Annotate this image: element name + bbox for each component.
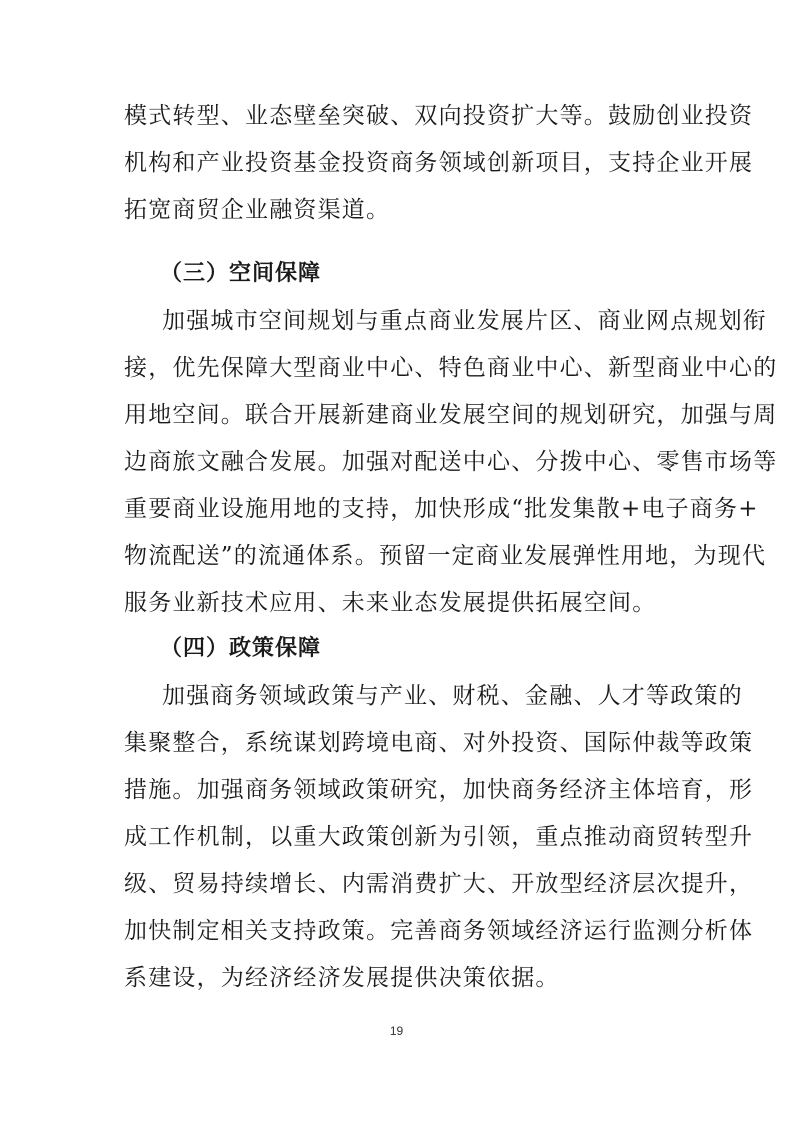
section-heading-policy: （四）政策保障: [160, 636, 322, 661]
paragraph-line: 级、贸易持续增长、内需消费扩大、开放型经济层次提升，: [124, 871, 754, 897]
paragraph-line: 服务业新技术应用、未来业态发展提供拓展空间。: [124, 590, 657, 616]
section-heading-space: （三）空间保障: [160, 261, 322, 286]
paragraph-line: 用地空间。联合开展新建商业发展空间的规划研究，加强与周: [124, 402, 778, 428]
paragraph-line: 边商旅文融合发展。加强对配送中心、分拨中心、零售市场等: [124, 449, 778, 475]
paragraph-line: 物流配送”的流通体系。预留一定商业发展弹性用地，为现代: [124, 543, 767, 569]
paragraph-line: 集聚整合，系统谋划跨境电商、对外投资、国际仲裁等政策: [124, 730, 754, 756]
paragraph-line: 重要商业设施用地的支持，加快形成“批发集散+电子商务+: [124, 496, 759, 522]
paragraph-line: 模式转型、业态壁垒突破、双向投资扩大等。鼓励创业投资: [124, 103, 754, 129]
paragraph-line: 措施。加强商务领域政策研究，加快商务经济主体培育，形: [124, 777, 754, 803]
page-number: 19: [389, 1024, 404, 1038]
paragraph-line: 接，优先保障大型商业中心、特色商业中心、新型商业中心的: [124, 355, 778, 381]
paragraph-line: 拓宽商贸企业融资渠道。: [124, 197, 391, 223]
paragraph-line: 系建设，为经济经济发展提供决策依据。: [124, 965, 560, 991]
paragraph-line: 加快制定相关支持政策。完善商务领域经济运行监测分析体: [124, 918, 754, 944]
paragraph-line: 加强商务领域政策与产业、财税、金融、人才等政策的: [162, 683, 743, 709]
paragraph-line: 成工作机制，以重大政策创新为引领，重点推动商贸转型升: [124, 824, 754, 850]
paragraph-line: 加强城市空间规划与重点商业发展片区、商业网点规划衔: [162, 308, 767, 334]
paragraph-line: 机构和产业投资基金投资商务领域创新项目，支持企业开展: [124, 150, 754, 176]
